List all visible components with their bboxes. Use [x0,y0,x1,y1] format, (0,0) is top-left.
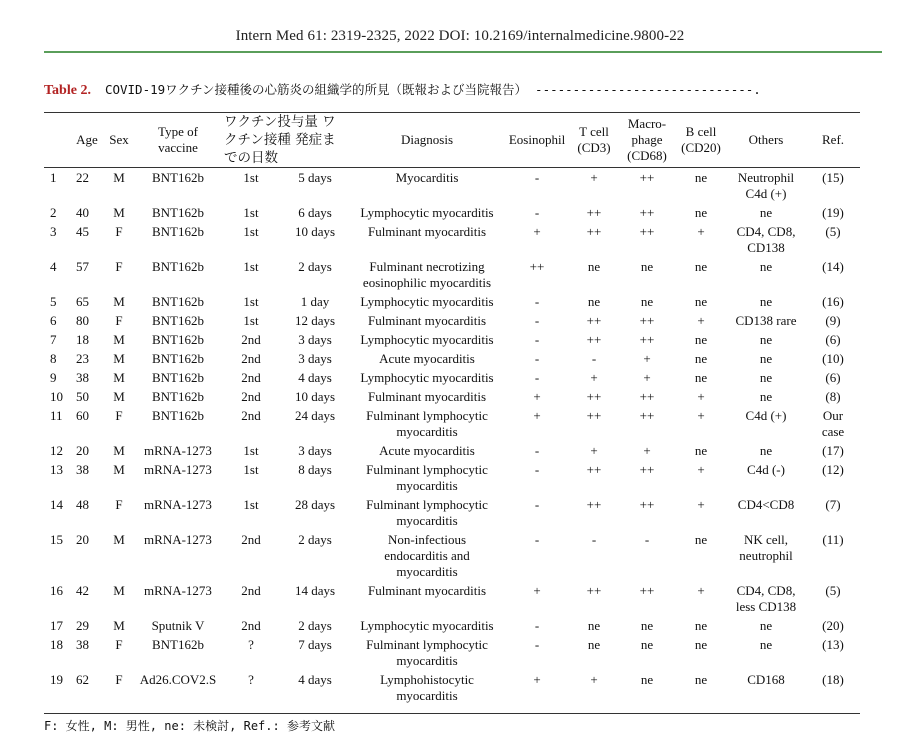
eosinophil-cell: ++ [529,259,545,274]
bcell-cell: ne [694,351,708,366]
col-macrophage: Macro- phage (CD68) [627,116,667,163]
age-cell: 42 [76,583,89,598]
case-number: 10 [50,389,63,404]
diagnosis-cell: Fulminant lymphocytic myocarditis [366,497,488,528]
sex-cell: F [115,672,123,687]
others-cell: ne [759,618,773,633]
age-cell: 80 [76,313,89,328]
col-no [44,113,70,167]
col-diagnosis: Diagnosis [401,132,454,147]
table-row [44,441,860,460]
bcell-cell: ne [694,259,708,274]
dose-cell: 1st [243,224,259,239]
vaccine-cell: Sputnik V [151,618,205,633]
col-dose-days: ワクチン投与量 ワクチン接種 発症までの日数 [224,114,336,166]
vaccine-cell: BNT162b [152,389,204,404]
vaccine-cell: mRNA-1273 [144,443,212,458]
age-cell: 65 [76,294,89,309]
table-row [44,168,860,203]
days-cell: 3 days [298,443,332,458]
col-bcell: B cell (CD20) [681,124,721,155]
table-label: Table 2. [44,83,91,98]
ref-cell: (11) [822,532,844,547]
others-cell: CD4, CD8, less CD138 [735,583,797,614]
case-number: 3 [50,224,57,239]
dose-cell: 2nd [241,332,261,347]
others-cell: Neutrophil C4d (+) [737,170,795,201]
tcell-cell: - [591,532,597,547]
tcell-cell: ++ [586,224,602,239]
others-cell: ne [759,294,773,309]
ref-cell: (8) [825,389,841,404]
ref-cell: (10) [822,351,844,366]
eosinophil-cell: - [534,313,540,328]
bcell-cell: + [697,583,705,598]
col-age: Age [76,132,98,147]
age-cell: 48 [76,497,89,512]
others-cell: ne [759,637,773,652]
bcell-cell: + [697,462,705,477]
table-row [44,330,860,349]
others-cell: ne [759,259,773,274]
ref-cell: (16) [822,294,844,309]
age-cell: 20 [76,532,89,547]
sex-cell: M [113,443,125,458]
bcell-cell: ne [694,532,708,547]
dose-cell: 1st [243,462,259,477]
ref-cell: (7) [825,497,841,512]
diagnosis-cell: Lymphocytic myocarditis [360,618,494,633]
diagnosis-cell: Fulminant myocarditis [367,389,487,404]
diagnosis-cell: Fulminant lymphocytic myocarditis [366,637,488,668]
tcell-cell: + [590,672,598,687]
age-cell: 60 [76,408,89,423]
days-cell: 8 days [298,462,332,477]
vaccine-cell: Ad26.COV2.S [139,672,217,687]
diagnosis-cell: Acute myocarditis [379,443,475,458]
vaccine-cell: mRNA-1273 [144,462,212,477]
table-title: COVID-19ワクチン接種後の心筋炎の組織学的所見（既報および当院報告） [104,82,528,97]
table-row [44,635,860,670]
vaccine-cell: BNT162b [152,224,204,239]
others-cell: ne [759,351,773,366]
case-number: 13 [50,462,63,477]
age-cell: 57 [76,259,89,274]
vaccine-cell: BNT162b [152,351,204,366]
col-tcell: T cell (CD3) [577,124,611,155]
case-number: 17 [50,618,63,633]
dose-cell: 2nd [241,583,261,598]
age-cell: 62 [76,672,89,687]
case-number: 7 [50,332,57,347]
sex-cell: F [115,259,123,274]
eosinophil-cell: + [533,672,541,687]
sex-cell: F [115,224,123,239]
macrophage-cell: ne [640,618,654,633]
bcell-cell: + [697,313,705,328]
bcell-cell: ne [694,443,708,458]
eosinophil-cell: - [534,637,540,652]
table-row [44,581,860,616]
age-cell: 38 [76,462,89,477]
tcell-cell: + [590,370,598,385]
eosinophil-cell: - [534,332,540,347]
ref-cell: (5) [825,583,841,598]
tcell-cell: ne [587,618,601,633]
dose-cell: 1st [243,294,259,309]
ref-cell: Our case [821,408,845,439]
diagnosis-cell: Acute myocarditis [379,351,475,366]
macrophage-cell: ++ [639,462,655,477]
days-cell: 2 days [298,618,332,633]
ref-cell: (19) [822,205,844,220]
dose-cell: 1st [243,205,259,220]
others-cell: CD4<CD8 [737,497,795,512]
vaccine-cell: BNT162b [152,294,204,309]
table-row [44,292,860,311]
days-cell: 12 days [294,313,336,328]
others-cell: NK cell, neutrophil [739,532,793,563]
dose-cell: ? [248,637,254,652]
age-cell: 38 [76,637,89,652]
vaccine-cell: BNT162b [152,332,204,347]
days-cell: 14 days [294,583,336,598]
eosinophil-cell: + [533,408,541,423]
diagnosis-cell: Fulminant myocarditis [367,224,487,239]
eosinophil-cell: + [533,583,541,598]
tcell-cell: ne [587,294,601,309]
dose-cell: 2nd [241,408,261,423]
table-row [44,406,860,441]
others-cell: ne [759,332,773,347]
vaccine-cell: BNT162b [152,205,204,220]
sex-cell: M [113,462,125,477]
macrophage-cell: ++ [639,408,655,423]
days-cell: 4 days [298,672,332,687]
diagnosis-cell: Non-infectious endocarditis and myocarditis [384,532,470,579]
case-number: 11 [50,408,63,423]
ref-cell: (20) [822,618,844,633]
vaccine-cell: mRNA-1273 [144,497,212,512]
table-row [44,257,860,292]
ref-cell: (9) [825,313,841,328]
tcell-cell: + [590,170,598,185]
table-row [44,530,860,581]
eosinophil-cell: - [534,462,540,477]
macrophage-cell: + [643,351,651,366]
table-caption [44,80,884,99]
tcell-cell: ne [587,637,601,652]
diagnosis-cell: Fulminant myocarditis [367,313,487,328]
ref-cell: (5) [825,224,841,239]
macrophage-cell: ++ [639,224,655,239]
case-number: 19 [50,672,63,687]
tcell-cell: ++ [586,408,602,423]
case-number: 12 [50,443,63,458]
macrophage-cell: - [644,532,650,547]
sex-cell: F [115,497,123,512]
case-number: 9 [50,370,57,385]
eosinophil-cell: - [534,370,540,385]
table-row [44,203,860,222]
macrophage-cell: ne [640,637,654,652]
age-cell: 18 [76,332,89,347]
bcell-cell: ne [694,672,708,687]
others-cell: CD4, CD8, CD138 [736,224,796,255]
journal-header: Intern Med 61: 2319-2325, 2022 DOI: 10.2169/internalmedicine.9800-22 [235,28,685,44]
days-cell: 2 days [298,532,332,547]
table-row [44,460,860,495]
macrophage-cell: ++ [639,205,655,220]
table-title-trail: -----------------------------. [535,82,761,97]
bcell-cell: ne [694,618,708,633]
ref-cell: (12) [822,462,844,477]
dose-cell: 1st [243,497,259,512]
vaccine-cell: BNT162b [152,637,204,652]
bcell-cell: ne [694,205,708,220]
tcell-cell: ++ [586,389,602,404]
case-number: 4 [50,259,57,274]
eosinophil-cell: - [534,443,540,458]
tcell-cell: ++ [586,313,602,328]
sex-cell: M [113,170,125,185]
days-cell: 3 days [298,351,332,366]
dose-cell: 2nd [241,351,261,366]
dose-cell: 1st [243,313,259,328]
others-cell: C4d (-) [747,462,785,477]
dose-cell: 1st [243,259,259,274]
bcell-cell: ne [694,332,708,347]
age-cell: 40 [76,205,89,220]
vaccine-cell: BNT162b [152,259,204,274]
col-others: Others [748,132,784,147]
days-cell: 10 days [294,389,336,404]
diagnosis-cell: Myocarditis [395,170,459,185]
ref-cell: (18) [822,672,844,687]
header-rule [44,51,882,53]
others-cell: ne [759,370,773,385]
vaccine-cell: mRNA-1273 [144,583,212,598]
bcell-cell: ne [694,170,708,185]
table-row [44,222,860,257]
age-cell: 45 [76,224,89,239]
case-number: 6 [50,313,57,328]
dose-cell: 1st [243,443,259,458]
case-number: 5 [50,294,57,309]
table-row [44,368,860,387]
table-row [44,387,860,406]
table-row [44,616,860,635]
col-ref: Ref. [822,132,845,147]
case-number: 15 [50,532,63,547]
age-cell: 20 [76,443,89,458]
table-bottom-rule [44,713,860,714]
sex-cell: M [113,532,125,547]
table-row [44,311,860,330]
case-number: 16 [50,583,63,598]
sex-cell: F [115,313,123,328]
ref-cell: (13) [822,637,844,652]
histology-table [44,113,860,705]
case-number: 14 [50,497,63,512]
ref-cell: (15) [822,170,844,185]
diagnosis-cell: Fulminant lymphocytic myocarditis [366,408,488,439]
bcell-cell: + [697,497,705,512]
bcell-cell: ne [694,294,708,309]
ref-cell: (17) [822,443,844,458]
tcell-cell: ++ [586,332,602,347]
diagnosis-cell: Fulminant myocarditis [367,583,487,598]
ref-cell: (6) [825,370,841,385]
tcell-cell: ne [587,259,601,274]
days-cell: 3 days [298,332,332,347]
sex-cell: M [113,370,125,385]
age-cell: 29 [76,618,89,633]
sex-cell: M [113,351,125,366]
ref-cell: (6) [825,332,841,347]
sex-cell: M [113,332,125,347]
age-cell: 23 [76,351,89,366]
table-footnote: F: 女性, M: 男性, ne: 未検討, Ref.: 参考文献 [44,719,335,733]
sex-cell: M [113,389,125,404]
days-cell: 7 days [298,637,332,652]
diagnosis-cell: Fulminant lymphocytic myocarditis [366,462,488,493]
eosinophil-cell: - [534,532,540,547]
age-cell: 22 [76,170,89,185]
age-cell: 50 [76,389,89,404]
table-row [44,495,860,530]
eosinophil-cell: + [533,224,541,239]
others-cell: ne [759,389,773,404]
sex-cell: F [115,408,123,423]
bcell-cell: ne [694,370,708,385]
sex-cell: M [113,205,125,220]
days-cell: 28 days [294,497,336,512]
eosinophil-cell: + [533,389,541,404]
macrophage-cell: + [643,443,651,458]
tcell-cell: ++ [586,497,602,512]
table-header-row [44,113,860,167]
diagnosis-cell: Lymphocytic myocarditis [360,205,494,220]
tcell-cell: ++ [586,205,602,220]
vaccine-cell: BNT162b [152,170,204,185]
diagnosis-cell: Fulminant necrotizing eosinophilic myocarditis [362,259,492,290]
case-number: 8 [50,351,57,366]
vaccine-cell: mRNA-1273 [144,532,212,547]
dose-cell: 2nd [241,532,261,547]
macrophage-cell: ne [640,294,654,309]
others-cell: C4d (+) [745,408,787,423]
dose-cell: 2nd [241,370,261,385]
others-cell: CD168 [747,672,785,687]
others-cell: ne [759,205,773,220]
sex-cell: M [113,294,125,309]
diagnosis-cell: Lymphohistocytic myocarditis [380,672,474,703]
days-cell: 5 days [298,170,332,185]
macrophage-cell: ++ [639,332,655,347]
macrophage-cell: ++ [639,583,655,598]
macrophage-cell: ne [640,672,654,687]
vaccine-cell: BNT162b [152,408,204,423]
tcell-cell: ++ [586,462,602,477]
diagnosis-cell: Lymphocytic myocarditis [360,294,494,309]
eosinophil-cell: - [534,294,540,309]
others-cell: ne [759,443,773,458]
eosinophil-cell: - [534,205,540,220]
case-number: 2 [50,205,57,220]
dose-cell: 2nd [241,618,261,633]
ref-cell: (14) [822,259,844,274]
macrophage-cell: ++ [639,313,655,328]
case-number: 1 [50,170,57,185]
bcell-cell: ne [694,637,708,652]
case-number: 18 [50,637,63,652]
days-cell: 4 days [298,370,332,385]
vaccine-cell: BNT162b [152,313,204,328]
macrophage-cell: ne [640,259,654,274]
days-cell: 10 days [294,224,336,239]
others-cell: CD138 rare [735,313,797,328]
eosinophil-cell: - [534,497,540,512]
col-eosinophil: Eosinophil [508,132,566,147]
tcell-cell: ++ [586,583,602,598]
days-cell: 1 day [300,294,330,309]
col-vaccine: Type of vaccine [158,124,198,155]
bcell-cell: + [697,408,705,423]
sex-cell: M [113,583,125,598]
bcell-cell: + [697,224,705,239]
diagnosis-cell: Lymphocytic myocarditis [360,332,494,347]
age-cell: 38 [76,370,89,385]
tcell-cell: - [591,351,597,366]
macrophage-cell: + [643,370,651,385]
days-cell: 6 days [298,205,332,220]
macrophage-cell: ++ [639,170,655,185]
tcell-cell: + [590,443,598,458]
diagnosis-cell: Lymphocytic myocarditis [360,370,494,385]
table-row [44,670,860,705]
dose-cell: 1st [243,170,259,185]
days-cell: 2 days [298,259,332,274]
table-row [44,349,860,368]
dose-cell: ? [248,672,254,687]
eosinophil-cell: - [534,618,540,633]
col-sex: Sex [109,132,129,147]
eosinophil-cell: - [534,170,540,185]
sex-cell: F [115,637,123,652]
bcell-cell: + [697,389,705,404]
sex-cell: M [113,618,125,633]
dose-cell: 2nd [241,389,261,404]
eosinophil-cell: - [534,351,540,366]
macrophage-cell: ++ [639,497,655,512]
macrophage-cell: ++ [639,389,655,404]
vaccine-cell: BNT162b [152,370,204,385]
days-cell: 24 days [294,408,336,423]
